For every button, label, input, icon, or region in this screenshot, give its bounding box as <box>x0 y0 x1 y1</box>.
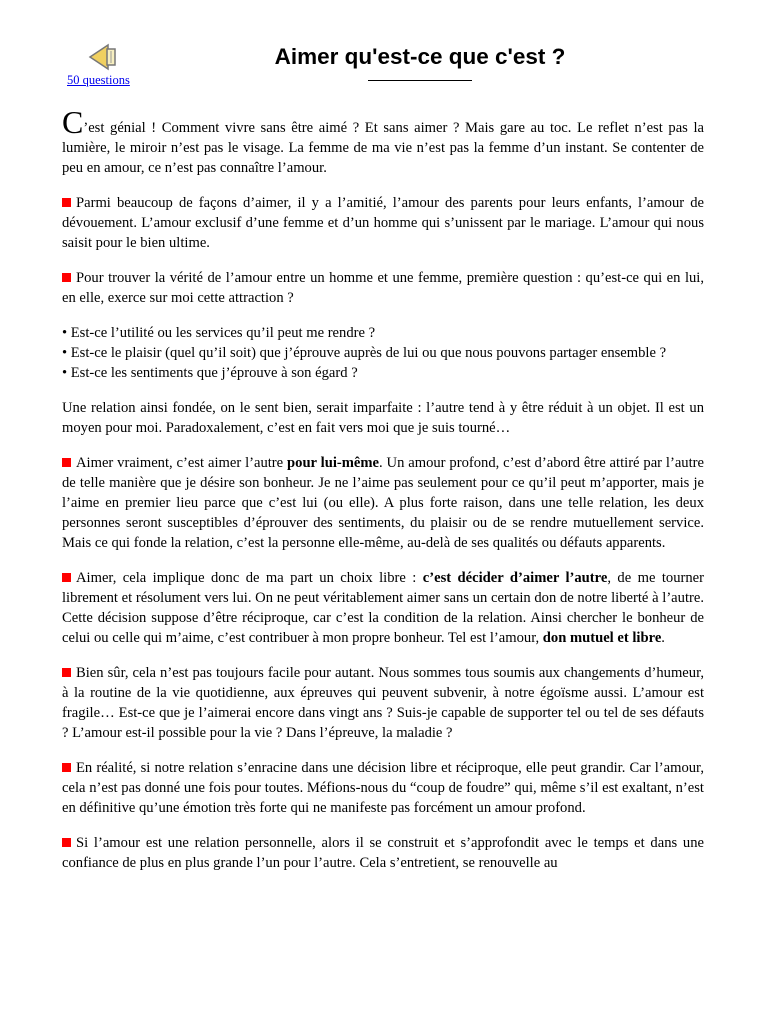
paragraph-text: Bien sûr, cela n’est pas toujours facile pour autant. Nous sommes tous soumis aux changements d’humeur, à la routine de la vie quotidienne, aux épreuves qui peuvent subvenir, à notre égoïsme aussi. L’amour est fragile… Est-ce que je l’aimerai encore dans vingt ans ? Suis-je capable de supporter tel ou tel de ses défauts ? L’amour est-il possible pour la vie ? Dans l’épreuve, la maladie ? <box>62 665 704 741</box>
list-item: • Est-ce les sentiments que j’éprouve à son égard ? <box>62 365 358 381</box>
page-title: Aimer qu'est-ce que c'est ? <box>274 44 566 69</box>
intro-paragraph <box>62 104 704 178</box>
title-underline <box>368 80 472 81</box>
red-square-bullet-icon <box>62 458 71 467</box>
paragraph-text: . <box>661 630 665 646</box>
paragraph-1 <box>62 193 704 253</box>
drop-cap: C <box>62 104 84 140</box>
page-header <box>0 0 768 110</box>
paragraph-text: Pour trouver la vérité de l’amour entre un homme et une femme, première question : qu’est-ce qui en lui, en elle, exerce sur moi cette attraction ? <box>62 270 704 306</box>
paragraph-text: . Un amour profond, c’est d’abord être attiré par l’autre de telle manière que je désire son bonheur. Je ne l’aime pas seulement pour ce qu’il peut m’apporter, mais je l’aime en premier lieu parce que c’est lui (ou elle). A plus forte raison, dans une telle relation, les deux personnes seront susceptibles d’éprouver des sentiments, du plaisir ou de se rendre mutuellement service. Mais ce qui fonde la relation, c’est la personne elle-même, au-delà de ses qualités ou défauts apparents. <box>62 455 705 551</box>
red-square-bullet-icon <box>62 763 71 772</box>
questions-link[interactable]: 50 questions <box>67 73 130 87</box>
red-square-bullet-icon <box>62 573 71 582</box>
paragraph-4 <box>62 453 704 553</box>
red-square-bullet-icon <box>62 838 71 847</box>
paragraph-3 <box>62 398 704 438</box>
emphasis-text: don mutuel et libre <box>542 630 662 646</box>
paragraph-text: Si l’amour est une relation personnelle, alors il se construit et s’approfondit avec le temps et dans une confiance de plus en plus grande l’un pour l’autre. Cela s’entretient, se renouvelle au <box>62 835 704 871</box>
red-square-bullet-icon <box>62 198 71 207</box>
article-body <box>62 104 705 888</box>
paragraph-2 <box>62 268 704 308</box>
back-speaker-icon[interactable] <box>86 42 118 72</box>
paragraph-5 <box>62 568 704 648</box>
paragraph-text: , de me tourner librement et résolument vers lui. On ne peut véritablement aimer sans un certain don de notre liberté à l’autre. Cette décision suppose d’être réciproque, car c’est la condition de la relation. Ainsi chercher le bonheur de celui ou celle qui m’aime, c’est contribuer à mon propre bonheur. Tel est l’amour, <box>62 570 704 646</box>
paragraph-7 <box>62 758 704 818</box>
paragraph-text: En réalité, si notre relation s’enracine dans une décision libre et réciproque, elle peut grandir. Car l’amour, cela n’est pas donné une fois pour toutes. Méfions-nous du “coup de foudre” qui, même s’il est exaltant, n’est en définitive qu’une émotion très forte qui ne manifeste pas forcément un amour profond. <box>62 760 704 816</box>
question-list <box>62 323 704 383</box>
emphasis-text: c’est décider d’aimer l’autre <box>422 570 608 586</box>
paragraph-8 <box>62 833 704 873</box>
paragraph-text: Une relation ainsi fondée, on le sent bien, serait imparfaite : l’autre tend à y être réduit à un objet. Il est un moyen pour moi. Paradoxalement, c’est en fait vers moi que je suis tourné… <box>62 400 704 436</box>
paragraph-text: Parmi beaucoup de façons d’aimer, il y a l’amitié, l’amour des parents pour leurs enfants, l’amour de dévouement. L’amour exclusif d’une femme et d’un homme qui s’unissent par le mariage. L’amour qui nous saisit pour le bien ultime. <box>62 195 704 251</box>
paragraph-text: Aimer vraiment, c’est aimer l’autre <box>76 455 288 471</box>
paragraph-text: Aimer, cela implique donc de ma part un choix libre : <box>76 570 423 586</box>
list-item: • Est-ce l’utilité ou les services qu’il peut me rendre ? <box>62 325 376 341</box>
red-square-bullet-icon <box>62 273 71 282</box>
paragraph-6 <box>62 663 704 743</box>
list-item: • Est-ce le plaisir (quel qu’il soit) que j’éprouve auprès de lui ou que nous pouvons partager ensemble ? <box>62 345 667 361</box>
emphasis-text: pour lui-même <box>287 455 380 471</box>
intro-text: ’est génial ! Comment vivre sans être aimé ? Et sans aimer ? Mais gare au toc. Le reflet n’est pas la lumière, le miroir n’est pas le visage. La femme de ma vie n’est pas la femme d’un instant. Se contenter de peu en amour, ce n’est pas connaître l’amour. <box>62 120 704 176</box>
red-square-bullet-icon <box>62 668 71 677</box>
